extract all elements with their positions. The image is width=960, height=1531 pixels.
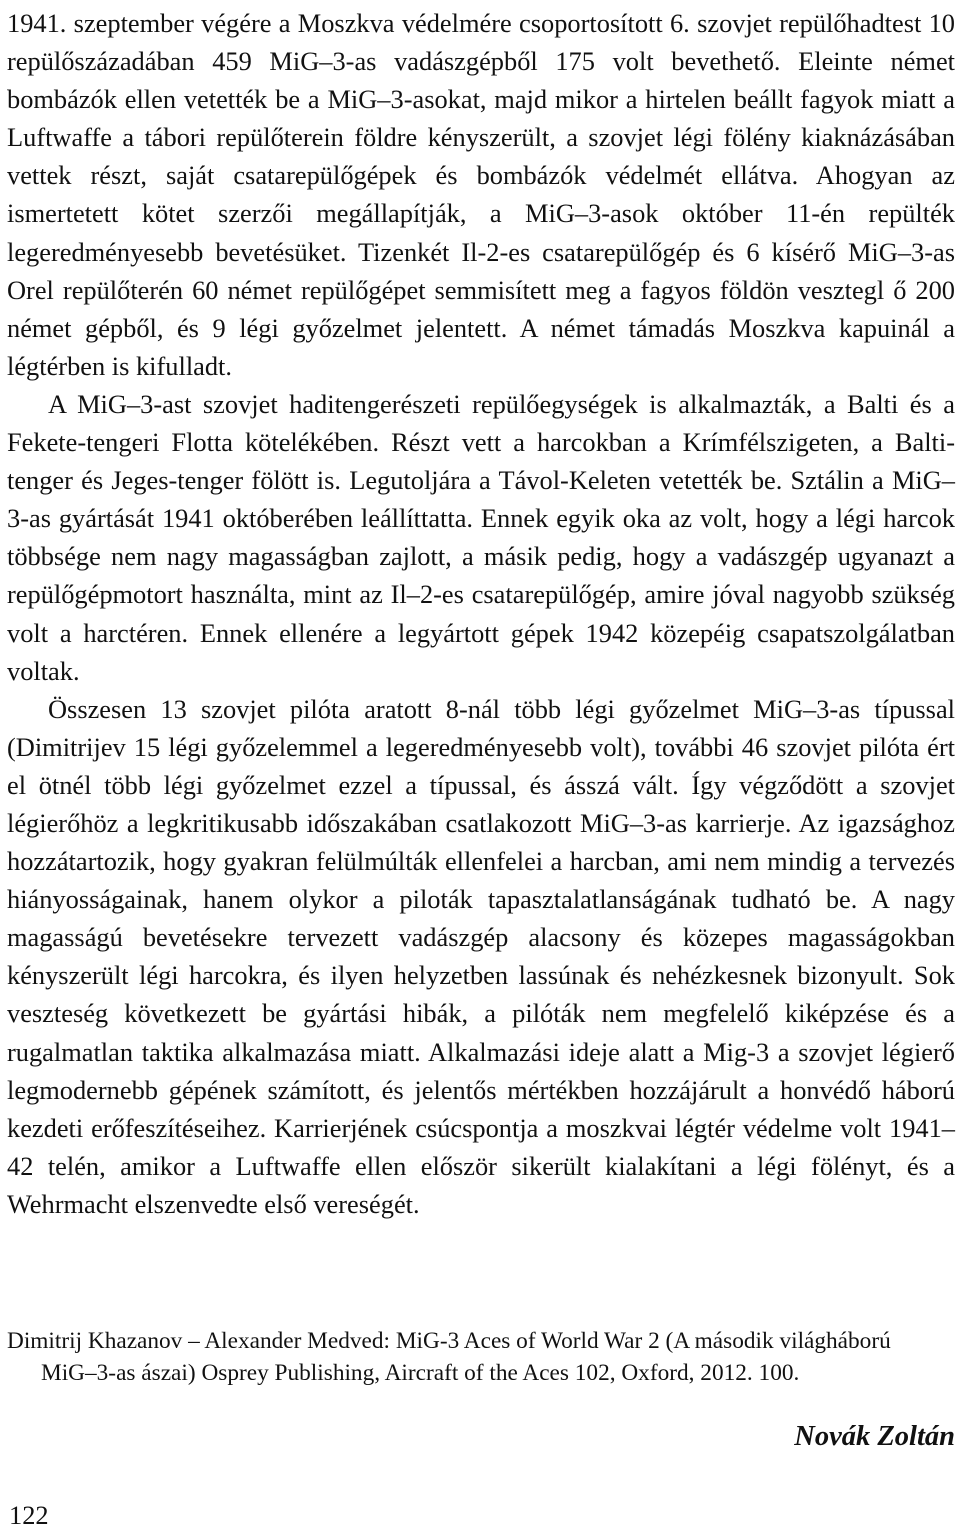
author-signature: Novák Zoltán [794, 1421, 955, 1452]
reference-line-2: MiG–3-as ászai) Osprey Publishing, Aircraft of the Aces 102, Oxford, 2012. 100. [41, 1360, 800, 1386]
paragraph-2: A MiG–3-ast szovjet haditengerészeti repülőegységek is alkalmazták, a Balti és a Fekete-tengeri Flotta kötelékében. Részt vett a harcokban a Krímfélszigeten, a Balti-tenger és Jeges-tenger fölött is. Legutoljára a Távol-Keleten vetették be. Sztálin a MiG–3-as gyártását 1941 októberében leállíttatta. Ennek egyik oka az volt, hogy a légi harcok többsége nem nagy magasságban zajlott, a másik pedig, hogy a vadászgép ugyanazt a repülőgépmotort használta, mint az Il–2-es csatarepülőgép, amire jóval nagyobb szükség volt a harctéren. Ennek ellenére a legyártott gépek 1942 közepéig csapatszolgálatban voltak. [7, 388, 955, 686]
article-body [7, 4, 955, 1223]
reference-line-1: Dimitrij Khazanov – Alexander Medved: MiG-3 Aces of World War 2 (A második világháború [7, 1328, 891, 1354]
paragraph-3: Összesen 13 szovjet pilóta aratott 8-nál több légi győzelmet MiG–3-as típussal (Dimitrijev 15 légi győzelemmel a legeredményesebb volt), további 46 szovjet pilóta ért el ötnél több légi győzelmet ezzel a típussal, és ásszá vált. Így végződött a szovjet légierőhöz a legkritikusabb időszakában csatlakozott MiG–3-as karrierje. Az igazsághoz hozzátartozik, hogy gyakran felülmúlták ellenfelei a harcban, ami nem mindig a tervezés hiányosságainak, hanem olykor a piloták tapasztalatlanságának tudható be. A nagy magasságú bevetésekre tervezett vadászgép alacsony és közepes magasságokban kényszerült légi harcokra, és ilyen helyzetben lassúnak és nehézkesnek bizonyult. Sok veszteség következett be gyártási hibák, a pilóták nem megfelelő kiképzése és a rugalmatlan taktika alkalmazása miatt. Alkalmazási ideje alatt a Mig-3 a szovjet légierő legmodernebb gépének számított, és jelentős mértékben hozzájárult a honvédő háború kezdeti erőfeszítéseihez. Karrierjének csúcspontja a moszkvai légtér védelme volt 1941–42 telén, amikor a Luftwaffe ellen először sikerült kialakítani a légi fölényt, és a Wehrmacht elszenvedte első vereségét. [7, 693, 955, 1219]
page-number: 122 [9, 1500, 49, 1530]
paragraph-1: 1941. szeptember végére a Moszkva védelmére csoportosított 6. szovjet repülőhadtest 10 repülőszázadában 459 MiG–3-as vadászgépből 175 volt bevethető. Eleinte német bombázók ellen vetették be a MiG–3-asokat, majd mikor a hirtelen beállt fagyok miatt a Luftwaffe a tábori repülőterein földre kényszerült, a szovjet légi fölény kiaknázásában vettek részt, saját csatarepülőgépek és bombázók védelmét ellátva. Ahogyan az ismertetett kötet szerzői megállapítják, a MiG–3-asok október 11-én repülték legeredményesebb bevetésüket. Tizenkét Il-2-es csatarepülőgép és 6 kísérő MiG–3-as Orel repülőterén 60 német repülőgépet semmisített meg a fagyos földön vesztegl ő 200 német gépből, és 9 légi győzelmet jelentett. A német támadás Moszkva kapuinál a légtérben is kifulladt. [7, 8, 955, 381]
bibliographic-reference [7, 1325, 957, 1389]
